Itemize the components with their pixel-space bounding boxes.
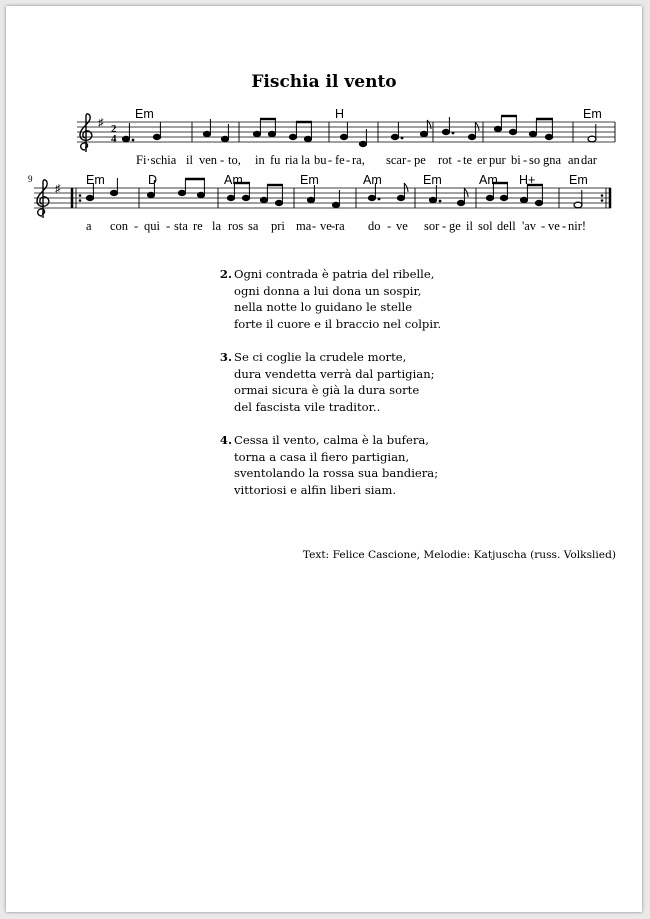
- chord-symbol: Em: [423, 173, 442, 187]
- chord-symbol: Em: [86, 173, 105, 187]
- chord-symbol: Em: [135, 107, 154, 121]
- verse-number: 4.: [219, 433, 232, 447]
- verse-3: [212, 349, 441, 415]
- verse-line: ogni donna a lui dona un sospir,: [234, 283, 422, 298]
- chord-symbol: H+: [519, 173, 536, 187]
- credits-line: Text: Felice Cascione, Melodie: Katjuscha (russ. Volkslied): [302, 549, 616, 561]
- verse-line: Cessa il vento, calma è la bufera,: [234, 433, 429, 447]
- chord-symbol: Am: [224, 173, 243, 187]
- verse-text: [234, 266, 441, 332]
- treble-clef-icon: [37, 180, 49, 218]
- verse-number: 2.: [219, 267, 232, 281]
- verse-line: Ogni contrada è patria del ribelle,: [234, 267, 435, 281]
- verse-number: 3.: [219, 350, 232, 364]
- lyrics-line-1: Fi·schia il ven - to, in fu ria la bu - fe - ra, scar - pe rot - te er pur bi - so gna an dar: [136, 153, 597, 167]
- chord-row-2: [86, 173, 588, 187]
- staff-system-2: [6, 168, 642, 238]
- verse-line: forte il cuore e il braccio nel colpir.: [234, 316, 442, 331]
- chord-symbol: Am: [363, 173, 382, 187]
- chord-symbol: D: [148, 173, 158, 187]
- time-signature: [111, 123, 117, 145]
- svg-text:2: 2: [111, 123, 117, 135]
- verse-line: torna a casa il fiero partigian,: [234, 449, 410, 464]
- verse-4: [212, 432, 441, 498]
- verses-block: [212, 266, 441, 515]
- chord-row-1: [135, 107, 602, 121]
- verse-line: dura vendetta verrà dal partigian;: [234, 366, 435, 381]
- verse-line: del fascista vile traditor..: [234, 399, 381, 414]
- lyrics-line-2: a con - qui - sta re la ros sa pri ma - ve - ra do - ve sor - ge il sol dell 'av - ve - nir!: [86, 219, 587, 233]
- sheet-page: [6, 6, 642, 912]
- chord-symbol: Am: [479, 173, 498, 187]
- chord-symbol: H: [335, 107, 345, 121]
- measure-number: 9: [28, 174, 33, 184]
- verse-line: nella notte lo guidano le stelle: [234, 300, 413, 314]
- treble-clef-icon: [80, 114, 92, 152]
- verse-text: [234, 432, 438, 498]
- key-signature-sharp: ♯: [55, 183, 61, 195]
- verse-line: Se ci coglie la crudele morte,: [234, 350, 407, 364]
- verse-line: vittoriosi e alfin liberi siam.: [234, 482, 397, 497]
- verse-2: [212, 266, 441, 332]
- verse-line: sventolando la rossa sua bandiera;: [234, 466, 439, 480]
- verse-text: [234, 349, 435, 415]
- chord-symbol: Em: [583, 107, 602, 121]
- staff-system-1: [6, 102, 642, 172]
- chord-symbol: Em: [300, 173, 319, 187]
- chord-symbol: Em: [569, 173, 588, 187]
- verse-line: ormai sicura è già la dura sorte: [234, 383, 420, 397]
- svg-text:4: 4: [111, 133, 117, 145]
- key-signature-sharp: ♯: [98, 117, 104, 129]
- song-title: Fischia il vento: [251, 72, 397, 92]
